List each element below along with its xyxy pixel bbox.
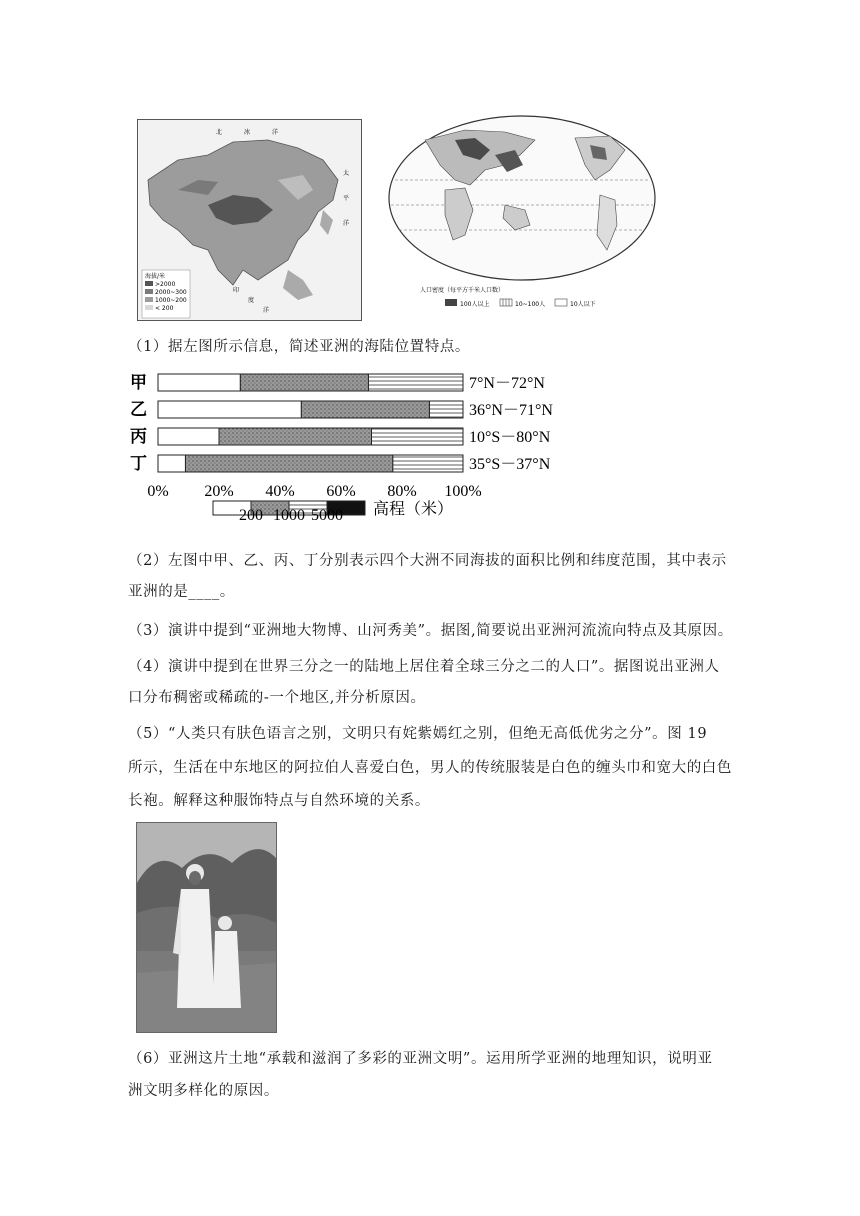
bar-latitude-label: 10°S－80°N bbox=[469, 429, 551, 446]
bar-segment bbox=[393, 455, 463, 472]
question-2-line-2: 亚洲的是____。 bbox=[128, 584, 235, 600]
ocean-label-arctic-2: 冰 bbox=[244, 129, 251, 136]
question-6-line-1: （6）亚洲这片土地“承载和滋润了多彩的亚洲文明”。运用所学亚洲的地理知识，说明亚 bbox=[128, 1051, 713, 1067]
question-1: （1）据左图所示信息，简述亚洲的海陆位置特点。 bbox=[128, 339, 471, 355]
bar-latitude-label: 7°N－72°N bbox=[469, 375, 545, 392]
x-tick-label: 40% bbox=[265, 483, 295, 500]
bar-segment bbox=[158, 455, 185, 472]
bar-segment bbox=[368, 374, 463, 391]
ocean-label-indian-2: 度 bbox=[248, 297, 255, 304]
x-tick-label: 80% bbox=[387, 483, 417, 500]
bar-segment bbox=[185, 455, 392, 472]
x-tick-label: 100% bbox=[444, 483, 482, 500]
asia-map-graphic bbox=[138, 120, 361, 320]
legend-tick-label: 1000 bbox=[273, 507, 305, 523]
x-tick-label: 60% bbox=[326, 483, 356, 500]
legend-title: 高程（米） bbox=[373, 501, 454, 518]
bar-segment bbox=[301, 401, 429, 418]
elevation-legend-title: 海拔/米 bbox=[145, 273, 166, 280]
ocean-label-indian-3: 洋 bbox=[263, 307, 270, 314]
ocean-label-indian-1: 印 bbox=[233, 287, 240, 294]
asia-elevation-map bbox=[137, 119, 362, 321]
elevation-legend-1: >2000 bbox=[155, 281, 176, 288]
question-2-line-1: （2）左图中甲、乙、丙、丁分别表示四个大洲不同海拔的面积比例和纬度范围，其中表示 bbox=[128, 553, 727, 569]
bar-category-label: 丁 bbox=[130, 454, 147, 474]
population-legend-2: 10~100人 bbox=[515, 301, 546, 308]
elevation-bar-chart bbox=[128, 368, 568, 523]
question-5-line-3: 长袍。解释这种服饰特点与自然环境的关系。 bbox=[128, 793, 430, 809]
ocean-label-arctic-3: 洋 bbox=[272, 129, 279, 136]
question-5-line-2: 所示，生活在中东地区的阿拉伯人喜爱白色，男人的传统服装是白色的缠头巾和宽大的白色 bbox=[128, 760, 732, 776]
question-5-line-1: （5）“人类只有肤色语言之别，文明只有姹紫嫣红之别，但绝无高低优劣之分”。图 19 bbox=[128, 726, 708, 742]
bar-latitude-label: 36°N－71°N bbox=[469, 402, 553, 419]
x-tick-label: 20% bbox=[204, 483, 234, 500]
world-population-map bbox=[385, 110, 660, 325]
ocean-label-pacific-2: 平 bbox=[343, 195, 350, 202]
ocean-label-pacific-3: 洋 bbox=[343, 220, 350, 227]
bar-category-label: 甲 bbox=[130, 373, 147, 393]
bar-segment bbox=[429, 401, 463, 418]
legend-tick-label: 5000 bbox=[311, 507, 343, 523]
population-legend-title: 人口密度（每平方千米人口数） bbox=[420, 287, 505, 294]
bar-segment bbox=[240, 374, 368, 391]
bar-segment bbox=[158, 428, 219, 445]
bar-segment bbox=[219, 428, 372, 445]
bar-segment bbox=[158, 401, 301, 418]
question-4-line-2: 口分布稠密或稀疏的-一个地区,并分析原因。 bbox=[128, 690, 426, 706]
elevation-legend-2: 2000~300 bbox=[155, 289, 187, 296]
bar-latitude-label: 35°S－37°N bbox=[469, 456, 551, 473]
bar-category-label: 乙 bbox=[130, 400, 147, 420]
question-6-line-2: 洲文明多样化的原因。 bbox=[128, 1083, 279, 1099]
elevation-legend-3: 1000~200 bbox=[155, 297, 187, 304]
bar-segment bbox=[372, 428, 464, 445]
ocean-label-pacific-1: 太 bbox=[343, 170, 350, 177]
legend-tick-label: 200 bbox=[239, 507, 263, 523]
question-4-line-1: （4）演讲中提到在世界三分之一的陆地上居住着全球三分之二的人口”。据图说出亚洲人 bbox=[128, 659, 720, 675]
population-legend-1: 100人以上 bbox=[460, 301, 490, 308]
ocean-label-arctic-1: 北 bbox=[216, 129, 223, 136]
arab-clothing-photo bbox=[136, 822, 277, 1033]
x-tick-label: 0% bbox=[147, 483, 169, 500]
bar-segment bbox=[158, 374, 240, 391]
population-map-graphic bbox=[385, 110, 660, 325]
elevation-legend-4: < 200 bbox=[155, 305, 174, 312]
bar-chart-svg bbox=[128, 368, 568, 523]
question-3: （3）演讲中提到“亚洲地大物博、山河秀美”。据图,简要说出亚洲河流流向特点及其原因。 bbox=[128, 623, 733, 639]
photo-graphic bbox=[137, 823, 276, 1032]
population-legend-3: 10人以下 bbox=[570, 301, 596, 308]
bar-category-label: 丙 bbox=[130, 427, 147, 447]
